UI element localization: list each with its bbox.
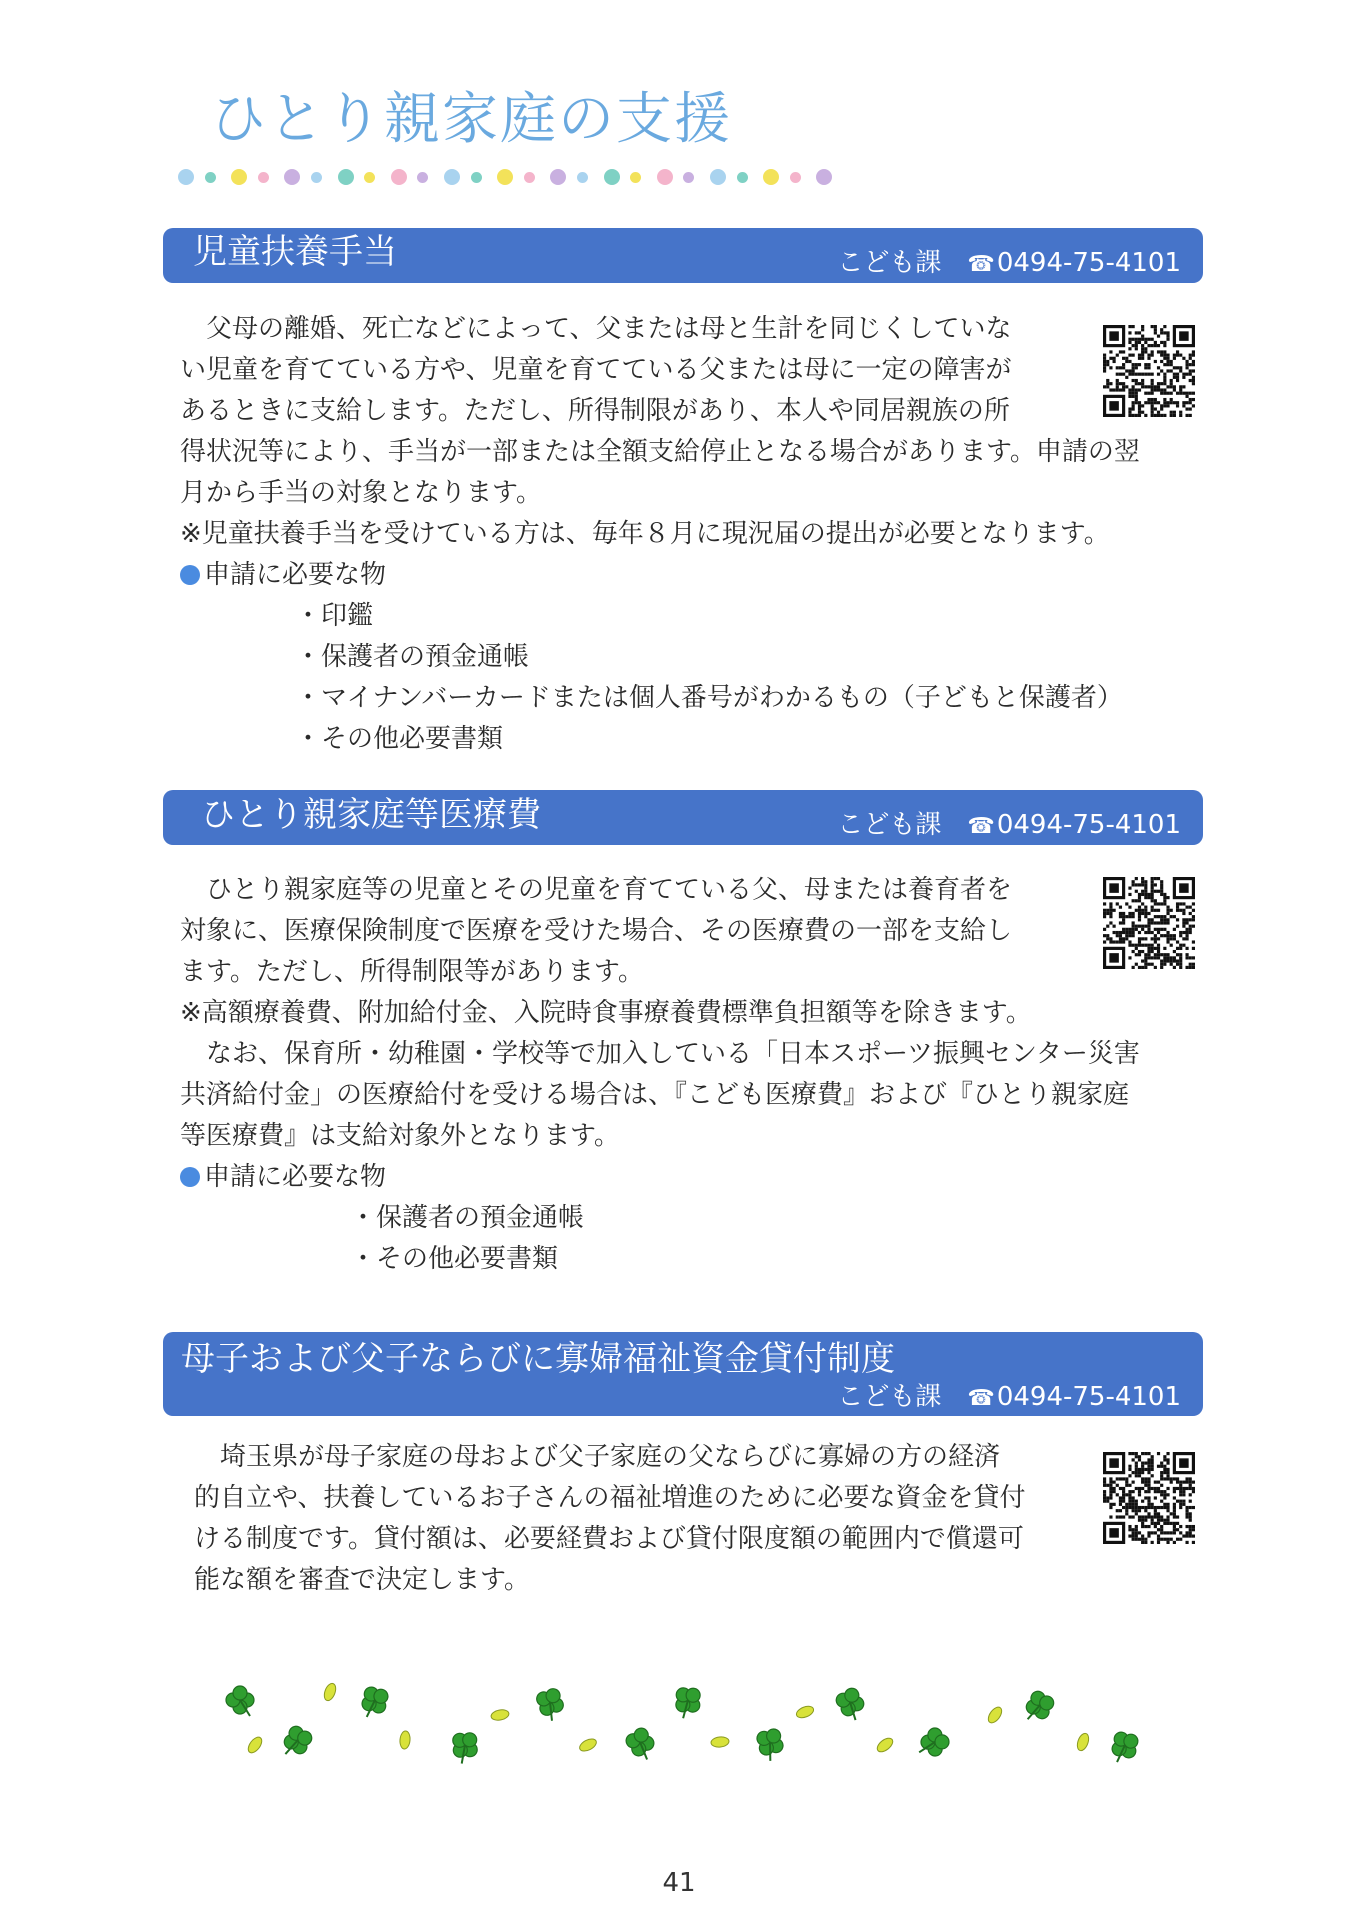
phone-number: 0494-75-4101 (996, 810, 1181, 840)
qr-code-icon (1103, 325, 1195, 417)
decorative-dot (497, 169, 513, 185)
decorative-dot-row (178, 166, 858, 190)
section-title: 母子および父子ならびに寡婦福祉資金貸付制度 (181, 1339, 895, 1379)
leaf-icon (490, 1708, 510, 1721)
leaf-icon (875, 1736, 895, 1755)
list-item: ・ その他必要書類 (350, 1239, 584, 1280)
leaf-icon (246, 1735, 265, 1755)
department-label: こども課 (837, 1382, 942, 1412)
paragraph-line: 父母の離婚、死亡などによって、父または母と生計を同じくしていな (180, 314, 1012, 344)
list-item: ・ 保護者の預金通帳 (350, 1198, 584, 1239)
list-item: ・ マイナンバーカードまたは個人番号がわかるもの（子どもと保護者） (295, 678, 1123, 719)
decorative-dot (816, 169, 832, 185)
leaf-icon (1075, 1732, 1091, 1752)
requirements-heading (180, 1157, 386, 1198)
decorative-dot (604, 169, 620, 185)
paragraph-line: 対象に、医療保険制度で医療を受けた場合、その医療費の一部を支給し (180, 916, 1013, 946)
leaf-icon (399, 1731, 411, 1750)
requirements-list (350, 1198, 584, 1280)
requirements-heading (180, 555, 386, 596)
paragraph-line: 的自立や、扶養しているお子さんの福祉増進のために必要な資金を貸付 (194, 1483, 1026, 1513)
telephone-icon: ☎ (967, 814, 995, 839)
decorative-dot (577, 172, 588, 183)
decorative-dot (763, 169, 779, 185)
page-title: ひとり親家庭の支援 (210, 87, 732, 152)
clover-icon (354, 1681, 394, 1721)
decorative-dot (737, 172, 748, 183)
paragraph-line: 能な額を審査で決定します。 (194, 1565, 530, 1595)
decorative-dot (205, 172, 216, 183)
section-header-child-allowance (163, 228, 1203, 283)
decorative-dot (258, 172, 269, 183)
paragraph-line: ける制度です。貸付額は、必要経費および貸付限度額の範囲内で償還可 (194, 1524, 1024, 1554)
clover-icon (1021, 1688, 1058, 1724)
paragraph-line: 得状況等により、手当が一部または全額支給停止となる場合があります。申請の翌 (180, 437, 1140, 467)
decorative-dot (178, 169, 194, 185)
decorative-dot (630, 172, 641, 183)
section-contact (837, 812, 1181, 838)
decorative-dot (683, 172, 694, 183)
requirements-heading-label: 申請に必要な物 (204, 560, 387, 590)
paragraph-line: 等医療費』は支給対象外となります。 (180, 1121, 620, 1151)
section-header-medical-expenses (163, 790, 1203, 845)
section-body-medical-expenses (180, 870, 1140, 1157)
paragraph-line: あるときに支給します。ただし、所得制限があり、本人や同居親族の所 (180, 396, 1010, 426)
clover-icon (750, 1723, 789, 1763)
section-contact (837, 250, 1181, 276)
decorative-dot (338, 169, 354, 185)
decorative-dot (471, 172, 482, 183)
decorative-dot (657, 169, 673, 185)
clover-icon (1104, 1726, 1144, 1766)
requirements-heading-label: 申請に必要な物 (204, 1162, 387, 1192)
decorative-dot (231, 169, 247, 185)
paragraph-line: 共済給付金」の医療給付を受ける場合は、『こども医療費』および『ひとり親家庭 (180, 1080, 1130, 1110)
department-label: こども課 (837, 810, 942, 840)
clover-icon (623, 1726, 656, 1760)
decorative-dot (524, 172, 535, 183)
decorative-dot (417, 172, 428, 183)
page-number: 41 (662, 1868, 696, 1898)
section-body-child-allowance (180, 309, 1140, 555)
qr-code-icon (1103, 877, 1195, 969)
clover-icon (279, 1723, 316, 1758)
decorative-dot (284, 169, 300, 185)
paragraph-line: 埼玉県が母子家庭の母および父子家庭の父ならびに寡婦の方の経済 (194, 1442, 1001, 1472)
section-header-welfare-loan (163, 1332, 1203, 1416)
section-body-welfare-loan (194, 1437, 1025, 1601)
section-title: 児童扶養手当 (193, 232, 397, 272)
paragraph-line: い児童を育てている方や、児童を育てている父または母に一定の障害が (180, 355, 1012, 385)
decorative-dot (391, 169, 407, 185)
clover-icon (444, 1725, 485, 1766)
leaf-icon (795, 1704, 815, 1720)
clover-icon (530, 1683, 568, 1722)
decorative-dot (710, 169, 726, 185)
clover-icon (226, 1686, 254, 1716)
paragraph-line: ※高額療養費、附加給付金、入院時食事療養費標準負担額等を除きます。 (180, 998, 1032, 1028)
decorative-dot (790, 172, 801, 183)
blue-circle-bullet-icon (180, 565, 200, 585)
requirements-list (295, 596, 1123, 760)
clover-icon (667, 1680, 708, 1721)
phone-number: 0494-75-4101 (996, 248, 1181, 278)
list-item: ・ 印鑑 (295, 596, 1123, 637)
list-item: ・ その他必要書類 (295, 719, 1123, 760)
leaf-icon (322, 1682, 338, 1702)
leaf-icon (711, 1736, 730, 1748)
decorative-dot (444, 169, 460, 185)
clover-icon (832, 1685, 867, 1721)
paragraph-line: 月から手当の対象となります。 (180, 478, 542, 508)
list-item: ・ 保護者の預金通帳 (295, 637, 1123, 678)
telephone-icon: ☎ (967, 252, 995, 277)
paragraph-line: ます。ただし、所得制限等があります。 (180, 957, 644, 987)
telephone-icon: ☎ (967, 1386, 995, 1411)
decorative-dot (364, 172, 375, 183)
clover-garland (210, 1670, 1170, 1780)
leaf-icon (578, 1736, 599, 1753)
paragraph-line: ひとり親家庭等の児童とその児童を育てている父、母または養育者を (180, 875, 1013, 905)
paragraph-line: ※児童扶養手当を受けている方は、毎年８月に現況届の提出が必要となります。 (180, 519, 1110, 549)
section-contact (837, 1384, 1181, 1410)
blue-circle-bullet-icon (180, 1167, 200, 1187)
paragraph-line: なお、保育所・幼稚園・学校等で加入している「日本スポーツ振興センター災害 (180, 1039, 1140, 1069)
section-title: ひとり親家庭等医療費 (201, 795, 541, 835)
leaf-icon (986, 1705, 1005, 1725)
decorative-dot (550, 169, 566, 185)
decorative-dot (311, 172, 322, 183)
clover-icon (919, 1728, 949, 1757)
qr-code-icon (1103, 1452, 1195, 1544)
department-label: こども課 (837, 248, 942, 278)
phone-number: 0494-75-4101 (996, 1382, 1181, 1412)
